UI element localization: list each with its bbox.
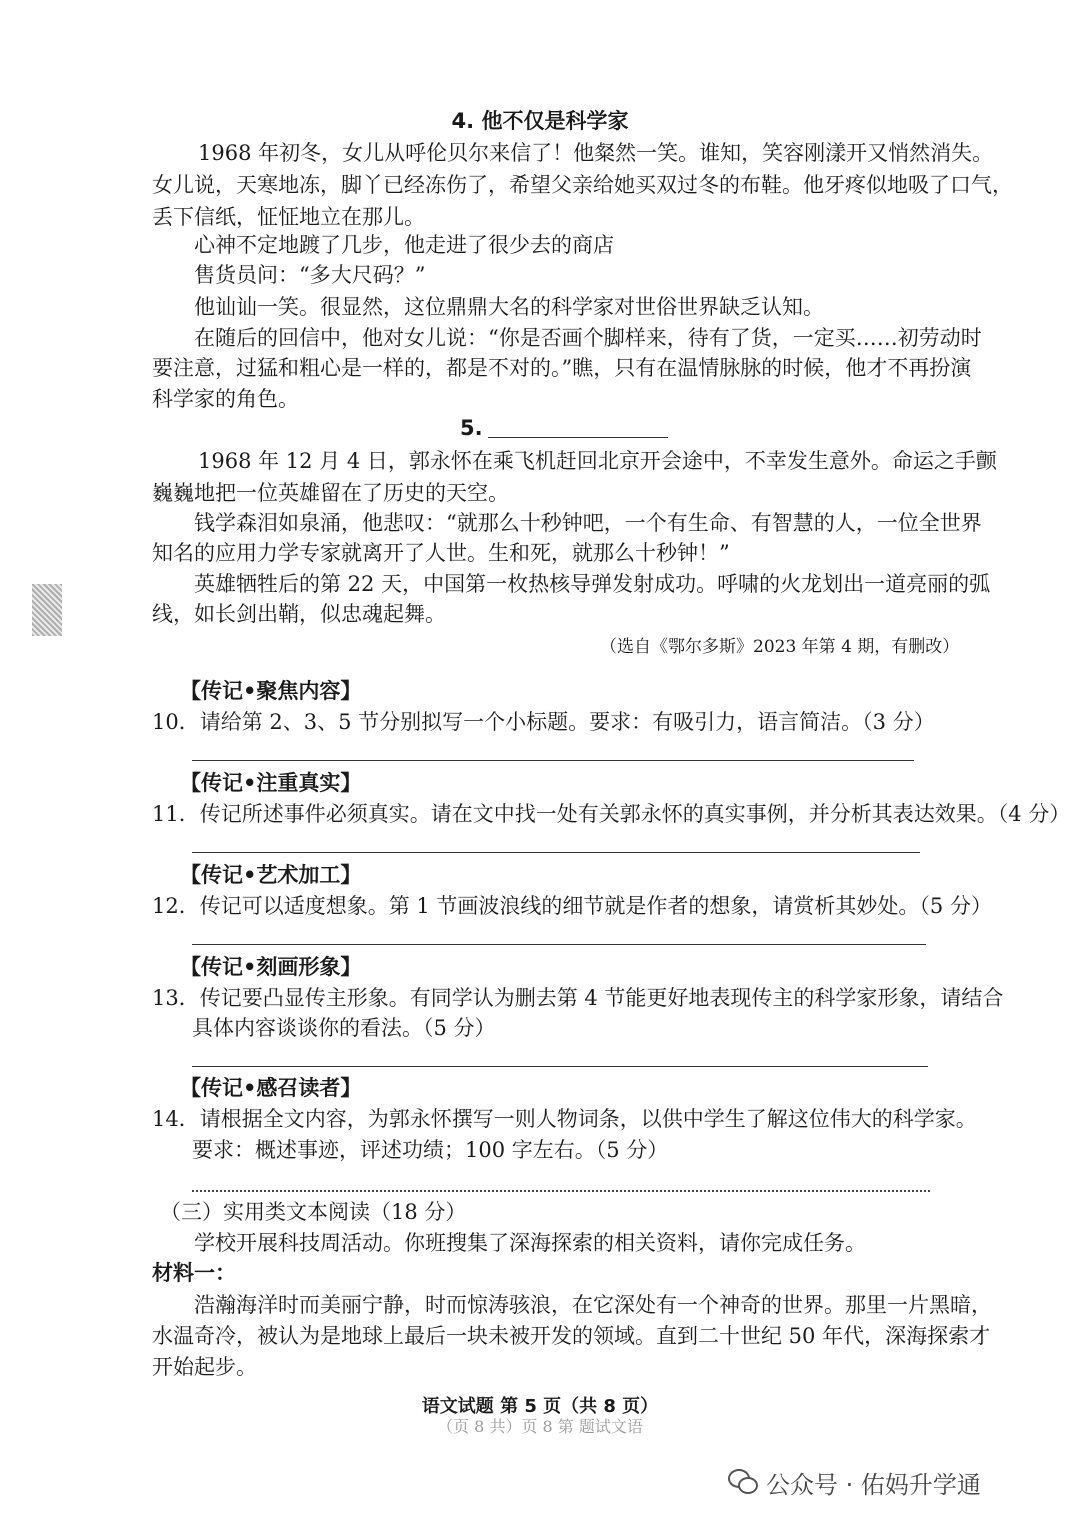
part-3-intro: 学校开展科技周活动。你班搜集了深海探索的相关资料，请你完成任务。 [194,1231,866,1255]
paragraph-line: 心神不定地踱了几步，他走进了很少去的商店 [194,233,614,257]
answer-line[interactable] [192,760,914,761]
answer-line[interactable] [192,1066,928,1067]
watermark [728,1462,1048,1502]
paragraph-line: 要注意，过猛和粗心是一样的，都是不对的。”瞧，只有在温情脉脉的时候，他才不再扮演 [152,356,972,380]
question-text: 10．请给第 2、3、5 节分别拟写一个小标题。要求：有吸引力，语言简洁。（3 分） [152,710,935,734]
question-text: 13．传记要凸显传主形象。有同学认为删去第 4 节能更好地表现传主的科学家形象，请结合 [152,986,1004,1010]
paragraph-line: 1968 年 12 月 4 日，郭永怀在乘飞机赶回北京开会途中，不幸发生意外。命运之手颤 [198,449,997,473]
paragraph-line: 开始起步。 [152,1355,257,1379]
question-tag: 【传记•感召读者】 [180,1076,362,1100]
page-number: 语文试题 第 5 页（共 8 页） [421,1396,659,1417]
answer-line[interactable] [192,1190,930,1192]
question-text: 具体内容谈谈你的看法。（5 分） [192,1016,496,1040]
paragraph-line: 钱学森泪如泉涌，他悲叹：“就那么十秒钟吧，一个有生命、有智慧的人，一位全世界 [194,511,982,535]
question-tag: 【传记•刻画形象】 [180,955,362,979]
answer-line[interactable] [192,944,926,945]
paragraph-line: 1968 年初冬，女儿从呼伦贝尔来信了！他粲然一笑。谁知，笑容刚漾开又悄然消失。 [198,141,994,165]
source-citation: （选自《鄂尔多斯》2023 年第 4 期，有删改） [600,637,960,657]
qr-code-fragment [32,584,62,636]
wechat-icon [728,1469,758,1495]
question-tag: 【传记•注重真实】 [180,771,362,795]
question-text: 14．请根据全文内容，为郭永怀撰写一则人物词条，以供中学生了解这位伟大的科学家。 [152,1107,977,1131]
paragraph-line: 线，如长剑出鞘，似忠魂起舞。 [152,602,446,626]
question-tag: 【传记•聚焦内容】 [180,679,362,703]
section-5-title: 5. [460,416,483,440]
question-text: 要求：概述事迹，评述功绩；100 字左右。（5 分） [192,1138,669,1162]
paragraph-line: 水温奇冷，被认为是地球上最后一块未被开发的领域。直到二十世纪 50 年代，深海探索才 [152,1324,991,1348]
paragraph-line: 浩瀚海洋时而美丽宁静，时而惊涛骇浪，在它深处有一个神奇的世界。那里一片黑暗， [194,1293,992,1317]
question-tag: 【传记•艺术加工】 [180,863,362,887]
paragraph-line: 在随后的回信中，他对女儿说：“你是否画个脚样来，待有了货，一定买……初劳动时 [194,326,982,350]
paragraph-line: 英雄牺牲后的第 22 天，中国第一枚热核导弹发射成功。呼啸的火龙划出一道亮丽的弧 [194,572,991,596]
question-text: 11．传记所述事件必须真实。请在文中找一处有关郭永怀的真实事例，并分析其表达效果。（4 分） [152,802,1071,826]
part-3-heading: （三）实用类文本阅读（18 分） [160,1200,467,1224]
material-label: 材料一： [152,1261,236,1285]
section-4-title: 4. 他不仅是科学家 [451,109,629,133]
paragraph-line: 女儿说，天寒地冻，脚丫已经冻伤了，希望父亲给她买双过冬的布鞋。他牙疼似地吸了口气， [152,173,1013,197]
paragraph-line: 巍巍地把一位英雄留在了历史的天空。 [152,481,509,505]
mirrored-footer-text: （页 8 共）页 8 第 题试文语 [437,1417,643,1436]
paragraph-line: 知名的应用力学专家就离开了人世。生和死，就那么十秒钟！” [152,541,730,565]
question-text: 12．传记可以适度想象。第 1 节画波浪线的细节就是作者的想象，请赏析其妙处。（5 分） [152,894,992,918]
section-5-title-blank [488,437,668,438]
watermark-text: 公众号 · 佑妈升学通 [766,1470,981,1499]
paragraph-line: 售货员问：“多大尺码？” [194,263,426,287]
paragraph-line: 丢下信纸，怔怔地立在那儿。 [152,205,425,229]
answer-line[interactable] [192,852,920,853]
paragraph-line: 他讪讪一笑。很显然，这位鼎鼎大名的科学家对世俗世界缺乏认知。 [194,295,824,319]
paragraph-line: 科学家的角色。 [152,387,299,411]
